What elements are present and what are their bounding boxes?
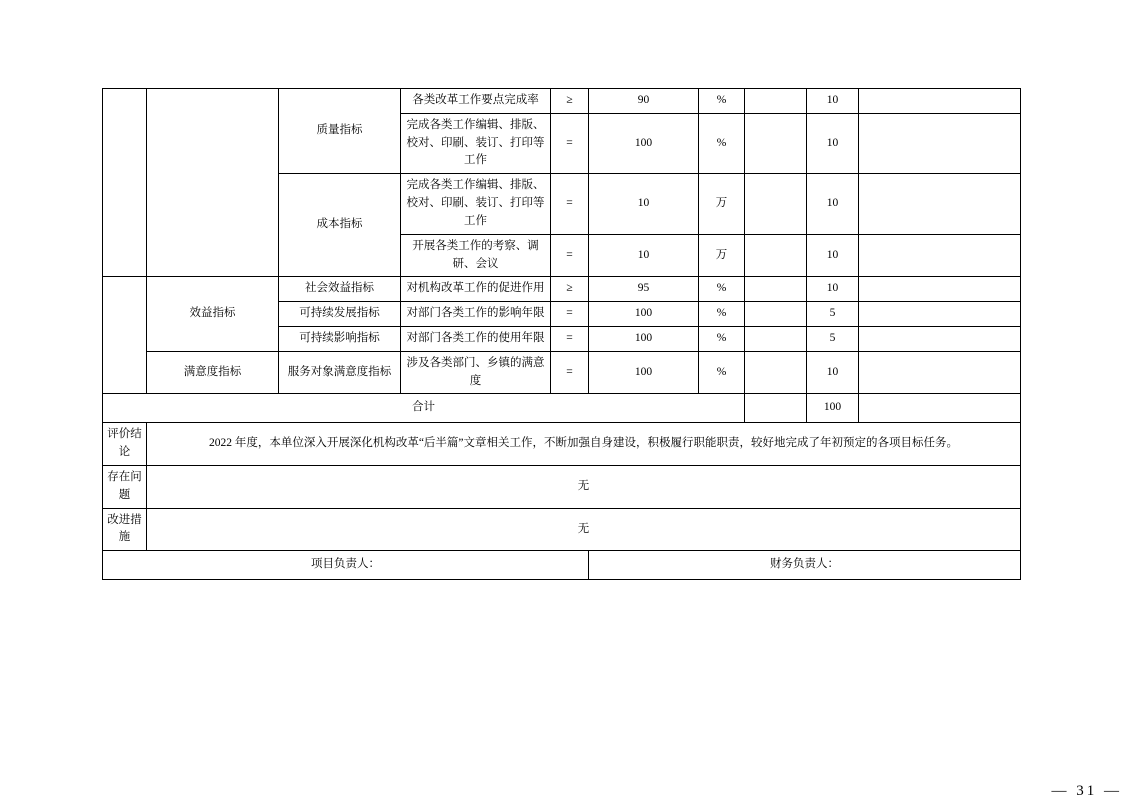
note-cell <box>859 351 1021 394</box>
actual-cell <box>745 351 807 394</box>
symbol-cell: = <box>551 326 589 351</box>
improvement-measures-row <box>103 508 1021 551</box>
value-cell: 100 <box>589 351 699 394</box>
score-cell: 10 <box>807 113 859 173</box>
actual-cell <box>745 302 807 327</box>
total-label: 合计 <box>103 394 745 423</box>
indicator-cell: 各类改革工作要点完成率 <box>401 89 551 114</box>
score-cell: 5 <box>807 302 859 327</box>
note-cell <box>859 234 1021 277</box>
improvement-measures-label: 改进措施 <box>103 508 147 551</box>
total-actual <box>745 394 807 423</box>
project-leader-field: 项目负责人： <box>103 551 589 580</box>
unit-cell: % <box>699 277 745 302</box>
value-cell: 10 <box>589 174 699 234</box>
unit-cell: % <box>699 89 745 114</box>
improvement-measures-text: 无 <box>147 508 1021 551</box>
score-cell: 10 <box>807 351 859 394</box>
existing-problems-row <box>103 466 1021 509</box>
symbol-cell: = <box>551 302 589 327</box>
note-cell <box>859 326 1021 351</box>
indicator-cell: 对部门各类工作的影响年限 <box>401 302 551 327</box>
total-row <box>103 394 1021 423</box>
subcategory-cell: 社会效益指标 <box>279 277 401 302</box>
existing-problems-label: 存在问题 <box>103 466 147 509</box>
indicator-cell: 完成各类工作编辑、排版、校对、印刷、装订、打印等工作 <box>401 174 551 234</box>
total-note <box>859 394 1021 423</box>
score-cell: 5 <box>807 326 859 351</box>
unit-cell: 万 <box>699 174 745 234</box>
note-cell <box>859 89 1021 114</box>
performance-evaluation-table <box>102 88 1122 799</box>
unit-cell: % <box>699 302 745 327</box>
evaluation-conclusion-text: 2022 年度，本单位深入开展深化机构改革“后半篇”文章相关工作，不断加强自身建设，积极履行职能职责，较好地完成了年初预定的各项目标任务。 <box>147 423 1021 466</box>
subcategory-cell: 可持续影响指标 <box>279 326 401 351</box>
category-blank-cell <box>147 89 279 277</box>
table-row <box>103 277 1021 302</box>
table-row <box>103 351 1021 394</box>
subcategory-cell: 质量指标 <box>279 89 401 174</box>
category-cell: 满意度指标 <box>147 351 279 394</box>
subcategory-cell: 可持续发展指标 <box>279 302 401 327</box>
symbol-cell: = <box>551 234 589 277</box>
evaluation-conclusion-label: 评价结论 <box>103 423 147 466</box>
finance-leader-field: 财务负责人： <box>589 551 1021 580</box>
value-cell: 95 <box>589 277 699 302</box>
subcategory-cell: 成本指标 <box>279 174 401 277</box>
unit-cell: % <box>699 113 745 173</box>
evaluation-conclusion-row <box>103 423 1021 466</box>
symbol-cell: = <box>551 113 589 173</box>
value-cell: 10 <box>589 234 699 277</box>
actual-cell <box>745 89 807 114</box>
score-cell: 10 <box>807 89 859 114</box>
signature-row <box>103 551 1021 580</box>
actual-cell <box>745 277 807 302</box>
unit-cell: % <box>699 326 745 351</box>
note-cell <box>859 277 1021 302</box>
indicator-cell: 对部门各类工作的使用年限 <box>401 326 551 351</box>
page-number: — 31 — <box>1051 783 1122 799</box>
actual-cell <box>745 326 807 351</box>
note-cell <box>859 302 1021 327</box>
value-cell: 90 <box>589 89 699 114</box>
value-cell: 100 <box>589 302 699 327</box>
unit-cell: 万 <box>699 234 745 277</box>
actual-cell <box>745 174 807 234</box>
note-cell <box>859 113 1021 173</box>
value-cell: 100 <box>589 113 699 173</box>
score-cell: 10 <box>807 174 859 234</box>
symbol-cell: = <box>551 174 589 234</box>
indicator-cell: 对机构改革工作的促进作用 <box>401 277 551 302</box>
unit-cell: % <box>699 351 745 394</box>
score-cell: 10 <box>807 277 859 302</box>
indicator-table <box>102 88 1021 580</box>
indicator-cell: 完成各类工作编辑、排版、校对、印刷、装订、打印等工作 <box>401 113 551 173</box>
existing-problems-text: 无 <box>147 466 1021 509</box>
subcategory-cell: 服务对象满意度指标 <box>279 351 401 394</box>
indicator-cell: 涉及各类部门、乡镇的满意度 <box>401 351 551 394</box>
category-cell: 效益指标 <box>147 277 279 351</box>
total-score: 100 <box>807 394 859 423</box>
symbol-cell: ≥ <box>551 277 589 302</box>
symbol-cell: = <box>551 351 589 394</box>
symbol-cell: ≥ <box>551 89 589 114</box>
actual-cell <box>745 234 807 277</box>
table-row <box>103 89 1021 114</box>
actual-cell <box>745 113 807 173</box>
score-cell: 10 <box>807 234 859 277</box>
indicator-cell: 开展各类工作的考察、调研、会议 <box>401 234 551 277</box>
value-cell: 100 <box>589 326 699 351</box>
note-cell <box>859 174 1021 234</box>
row-group-left-blank <box>103 277 147 394</box>
row-group-left-blank <box>103 89 147 277</box>
